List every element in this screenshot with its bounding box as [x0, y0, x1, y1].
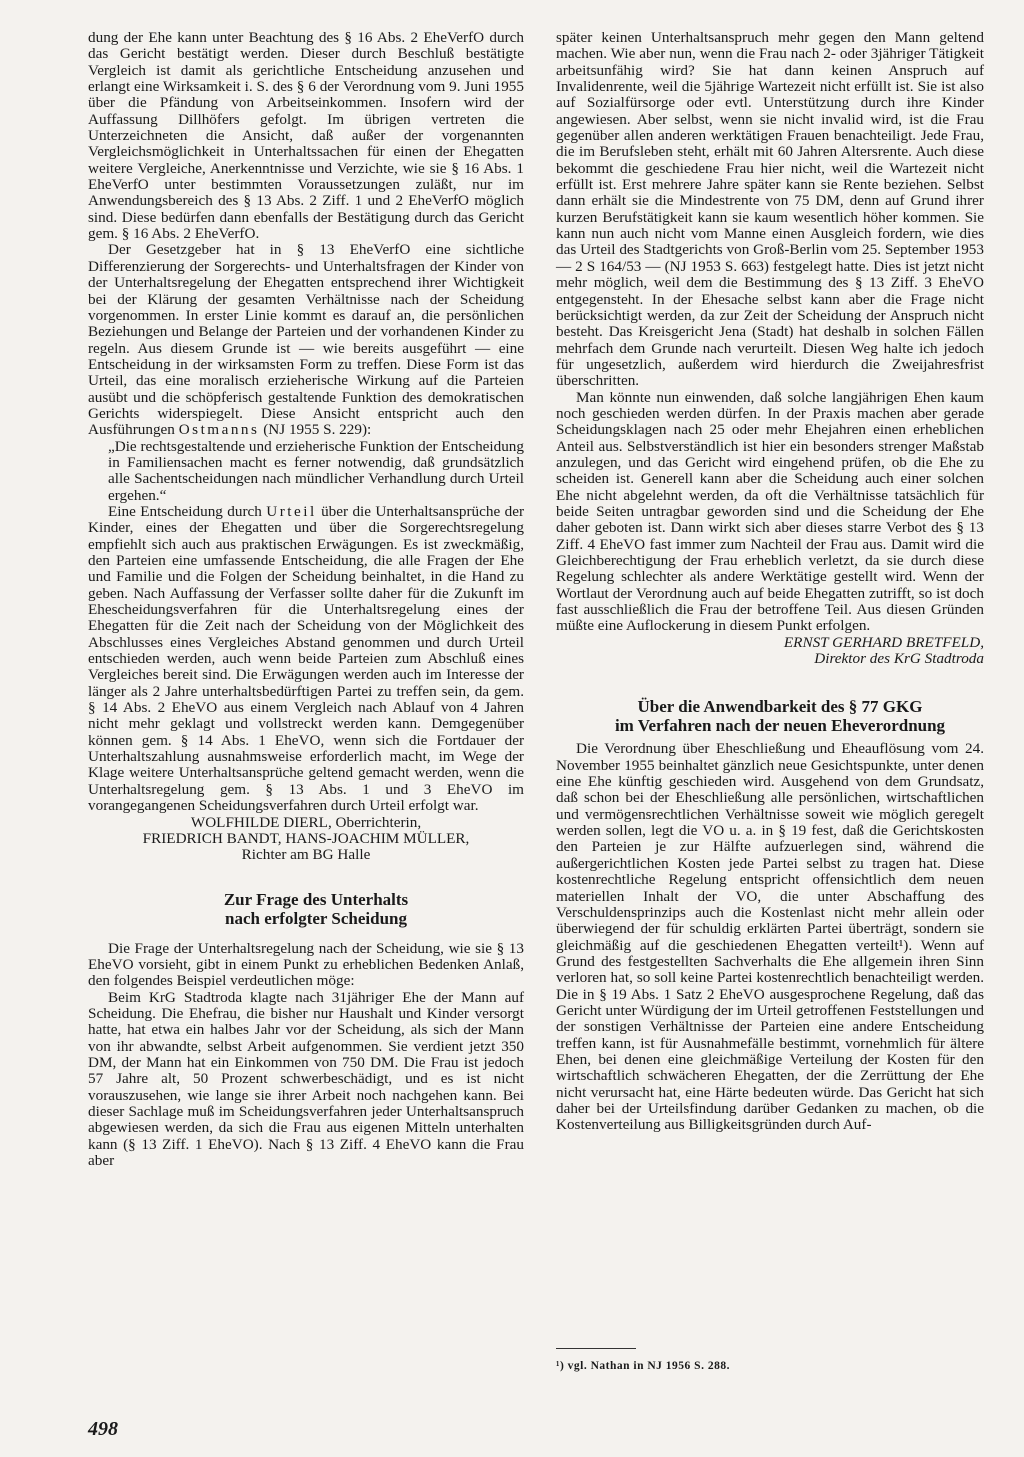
- left-column: [88, 30, 524, 1169]
- signature-line: Direktor des KrG Stadtroda: [814, 650, 984, 668]
- footnote-divider: [556, 1348, 636, 1349]
- signature-line: ERNST GERHARD BRETFELD,: [783, 633, 984, 651]
- footnote: ¹) vgl. Nathan in NJ 1956 S. 288.: [556, 1360, 730, 1372]
- paragraph: Der Gesetzgeber hat in § 13 EheVerfO eine sichtliche Differenzierung der Sorgerechts- und Unterhaltsfragen der Kinder von der Unterhaltsregelung der Ehegatten entsprechend ihrer Wichtigkeit bei der Klärung der gesamten Verhältnisse nach der Scheidung vorgenommen. In erster Linie kommt es darauf an, die persönlichen Beziehungen und Belange der Parteien und der vorhandenen Kinder zu regeln. Aus diesem Grunde ist — wie bereits ausgeführt — eine Entscheidung in der wirksamsten Form zu treffen. Diese Form ist das Urteil, das eine moralisch erzieherische Wirkung auf die Parteien ausübt und die schöpferisch gestaltende Funktion des demokratischen Gerichts widerspiegelt. Diese Ansicht entspricht auch den Ausführungen Ostmanns (NJ 1955 S. 229):: [88, 241, 524, 439]
- signature-line: FRIEDRICH BANDT, HANS-JOACHIM MÜLLER,: [142, 829, 470, 847]
- paragraph: Eine Entscheidung durch Urteil über die Unterhaltsansprüche der Kinder, eines der Ehegatten und über die Sorgerechtsregelung empfiehlt sich auch aus praktischen Erwägungen. Es ist zweckmäßig, den Parteien eine umfassende Entscheidung, die alle Fragen der Ehe und Familie und die Folgen der Scheidung beinhaltet, in die Hand zu geben. Nach Auffassung der Verfasser sollte daher für die Zukunft im Ehescheidungsverfahren für die Unterhaltsregelung eines der Ehegatten für die Zeit nach der Scheidung von der Möglichkeit des Abschlusses eines Vergleiches Abstand genommen und durch Urteil entschieden werden, auch wenn beide Parteien zum Abschluß eines Vergleiches bereit sind. Die Erwägungen werden auch im Interesse der länger als 2 Jahre unterhaltsbedürftigen Partei zu treffen sein, da gem. § 14 Abs. 2 EheVO aus einem Vergleich nach Ablauf von 4 Jahren nicht mehr geklagt und vollstreckt werden kann. Demgegenüber können gem. § 14 Abs. 1 EheVO, wenn sich die Fortdauer der Unterhaltszahlung ausnahmsweise erforderlich macht, im Wege der Klage weitere Unterhaltsansprüche geltend gemacht werden, wenn die Unterhaltsregelung gem. § 13 Abs. 1 und 3 EheVO im vorangegangenen Scheidungsverfahren durch Urteil erfolgt war.: [88, 502, 524, 815]
- signature-line: Richter am BG Halle: [241, 846, 371, 864]
- paragraph: Die Verordnung über Eheschließung und Eheauflösung vom 24. November 1955 beinhaltet gänzlich neue Gesichtspunkte, unter denen eine Ehe künftig geschieden wird. Ausgehend von dem Grundsatz, daß schon bei der Eheschließung alle persönlichen, wirtschaftlichen und vermögensrechtlichen Verhältnisse soweit wie möglich geregelt werden sollen, legt die VO u. a. in § 19 fest, daß die Gerichtskosten den Parteien je zur Hälfte aufzuerlegen sind, während die außergerichtlichen Kosten jede Partei selbst zu tragen hat. Diese kostenrechtliche Regelung entspricht offensichtlich dem neuen materiellen Inhalt der VO, die unter Abschaffung des Verschuldensprinzips auch die Kostenlast nicht mehr allein oder überwiegend der für schuldig erklärten Partei überträgt, sondern sie gleichmäßig auf die geschiedenen Ehegatten verteilt¹). Wenn auf Grund des festgestellten Sachverhalts die Ehe allgemein ihren Sinn verloren hat, so soll keine Partei kostenrechtlich benachteiligt werden. Die in § 19 Abs. 1 Satz 2 EheVO ausgesprochene Regelung, daß das Gericht unter Würdigung der im Urteil getroffenen Feststellungen und der sonstigen Verhältnisse der Parteien eine andere Entscheidung treffen kann, ist für Ausnahmefälle bestimmt, vornehmlich für ältere Ehen, bei denen eine gleichmäßige Verteilung der Kosten für den wirtschaftlich schwächeren Ehegatten, der die Zerrüttung der Ehe nicht verursacht hat, eine Härte bedeuten würde. Das Gericht hat sich daher bei der Urteilsfindung darüber Gedanken zu machen, ob die Kostenverteilung aus Billigkeitsgründen durch Auf-: [556, 740, 984, 1134]
- emphasized-word: Urteil: [266, 502, 317, 520]
- article-heading: im Verfahren nach der neuen Eheverordnung: [614, 716, 946, 736]
- paragraph: Man könnte nun einwenden, daß solche langjährigen Ehen kaum noch geschieden werden dürfen. In der Praxis machen aber gerade Scheidungsklagen nach 25 oder mehr Ehejahren einen erheblichen Anteil aus. Selbstverständlich ist hier ein besonders strenger Maßstab anzulegen, und das Gericht wird eingehend prüfen, ob die Ehe zu scheiden ist. Generell kann aber die Scheidung auch einer solchen Ehe nicht abgelehnt werden, da oft die Verhältnisse tatsächlich für beide Seiten untragbar geworden sind und die Scheidung der Ehe daher geboten ist. Dann wirkt sich aber dieses starre Verbot des § 13 Ziff. 4 EheVO fast immer zum Nachteil der Frau aus. Damit wird die Gleichberechtigung der Frau erheblich verletzt, da sie durch diese Regelung schlechter als andere Werktätige gestellt wird. Wenn der Wortlaut der Verordnung auch auf beide Ehegatten zutrifft, so ist doch fast ausschließlich die Frau der betroffene Teil. Aus diesen Gründen müßte eine Auflockerung in diesem Punkt erfolgen.: [556, 388, 984, 635]
- paragraph: später keinen Unterhaltsanspruch mehr gegen den Mann geltend machen. Wie aber nun, wenn die Frau nach 2- oder 3jähriger Tätigkeit arbeitsunfähig wird? Sie hat dann keinen Anspruch auf Invalidenrente, weil die 5jährige Wartezeit nicht erfüllt ist. Sie ist also auf Sozialfürsorge oder evtl. Unterstützung durch ihre Kinder angewiesen. Aber selbst, wenn sie nicht invalid wird, ist die Frau gegenüber allen anderen werktätigen Frauen benachteiligt. Jede Frau, die im Berufsleben steht, erhält mit 60 Jahren Altersrente. Auch diese bekommt die geschiedene Frau hier nicht, weil die Wartezeit nicht erfüllt ist. Erst mehrere Jahre später kann sie Rente beziehen. Selbst dann erhält sie die Mindestrente von 75 DM, denn auf Grund ihrer kurzen Berufstätigkeit kann sie kaum wesentlich höher kommen. Sie kann nun auch nicht vom Manne einen Ausgleich fordern, wie dies das Urteil des Stadtgerichts von Groß-Berlin vom 25. September 1953 — 2 S 164/53 — (NJ 1953 S. 663) festgelegt hatte. Dies ist jetzt nicht mehr möglich, weil dem die Bestimmung des § 13 Ziff. 3 EheVO entgegensteht. In der Ehesache selbst kann aber die Frage nicht berücksichtigt werden, da zur Zeit der Scheidung der Anspruch nicht besteht. Das Kreisgericht Jena (Stadt) hat deshalb in solchen Fällen mehrfach dem Grunde nach verurteilt. Diesen Weg halte ich jedoch für ungesetzlich, außerdem wird hierdurch die Zweijahresfrist überschritten.: [556, 29, 984, 390]
- page-number: 498: [88, 1418, 118, 1440]
- signature-line: WOLFHILDE DIERL, Oberrichterin,: [190, 813, 422, 831]
- article-heading: Zur Frage des Unterhalts: [223, 889, 409, 909]
- paragraph: Die Frage der Unterhaltsregelung nach der Scheidung, wie sie § 13 EheVO vorsieht, gibt in einem Punkt zu erheblichen Bedenken Anlaß, den folgendes Beispiel verdeutlichen möge:: [88, 939, 524, 990]
- author-name: Ostmanns: [178, 421, 260, 439]
- article-heading: Über die Anwendbarkeit des § 77 GKG: [637, 697, 923, 717]
- paragraph: Beim KrG Stadtroda klagte nach 31jähriger Ehe der Mann auf Scheidung. Die Ehefrau, die bisher nur Haushalt und Kinder versorgt hatte, hat etwa ein halbes Jahr vor der Scheidung, als sich der Mann von ihr abwandte, selbst Arbeit aufgenommen. Sie verdient jetzt 350 DM, der Mann hat ein Einkommen von 750 DM. Die Frau ist jedoch 57 Jahre alt, 50 Prozent schwerbeschädigt, und es ist nicht vorauszusehen, wie lange sie ihrer Arbeit noch nachgehen kann. Bei dieser Sachlage muß im Scheidungsverfahren jeder Unterhaltsanspruch abgewiesen werden, da sich die Frau aus eigenen Mitteln unterhalten kann (§ 13 Ziff. 1 EheVO). Nach § 13 Ziff. 4 EheVO kann die Frau aber: [88, 988, 524, 1169]
- article-heading: nach erfolgter Scheidung: [225, 908, 407, 928]
- block-quote: „Die rechtsgestaltende und erzieherische Funktion der Entscheidung in Familiensachen macht es ferner notwendig, daß grundsätzlich alle Sachentscheidungen nach mündlicher Verhandlung durch Urteil ergehen.“: [108, 437, 524, 504]
- right-column: [556, 30, 984, 1134]
- paragraph: dung der Ehe kann unter Beachtung des § 16 Abs. 2 EheVerfO durch das Gericht bestätigt werden. Dieser durch Beschluß bestätigte Vergleich ist damit als gerichtliche Entscheidung anzusehen und erlangt eine Wirksamkeit i. S. des § 6 der Verordnung vom 9. Juni 1955 über die Pfändung von Arbeitseinkommen. Insofern wird der Auffassung Dillhöfers gefolgt. Im übrigen vertreten die Unterzeichneten die Ansicht, daß außer der vorgenannten Vergleichsmöglichkeit in Unterhaltssachen für einen der Ehegatten weitere Vergleiche, Anerkenntnisse und Verzichte, wie sie § 16 Abs. 1 EheVerfO unter bestimmten Voraussetzungen zuläßt, nur im Anwendungsbereich des § 13 Abs. 2 Ziff. 1 und 2 EheVerfO möglich sind. Diese bedürfen dann ebenfalls der Bestätigung durch das Gericht gem. § 16 Abs. 2 EheVerfO.: [88, 29, 524, 243]
